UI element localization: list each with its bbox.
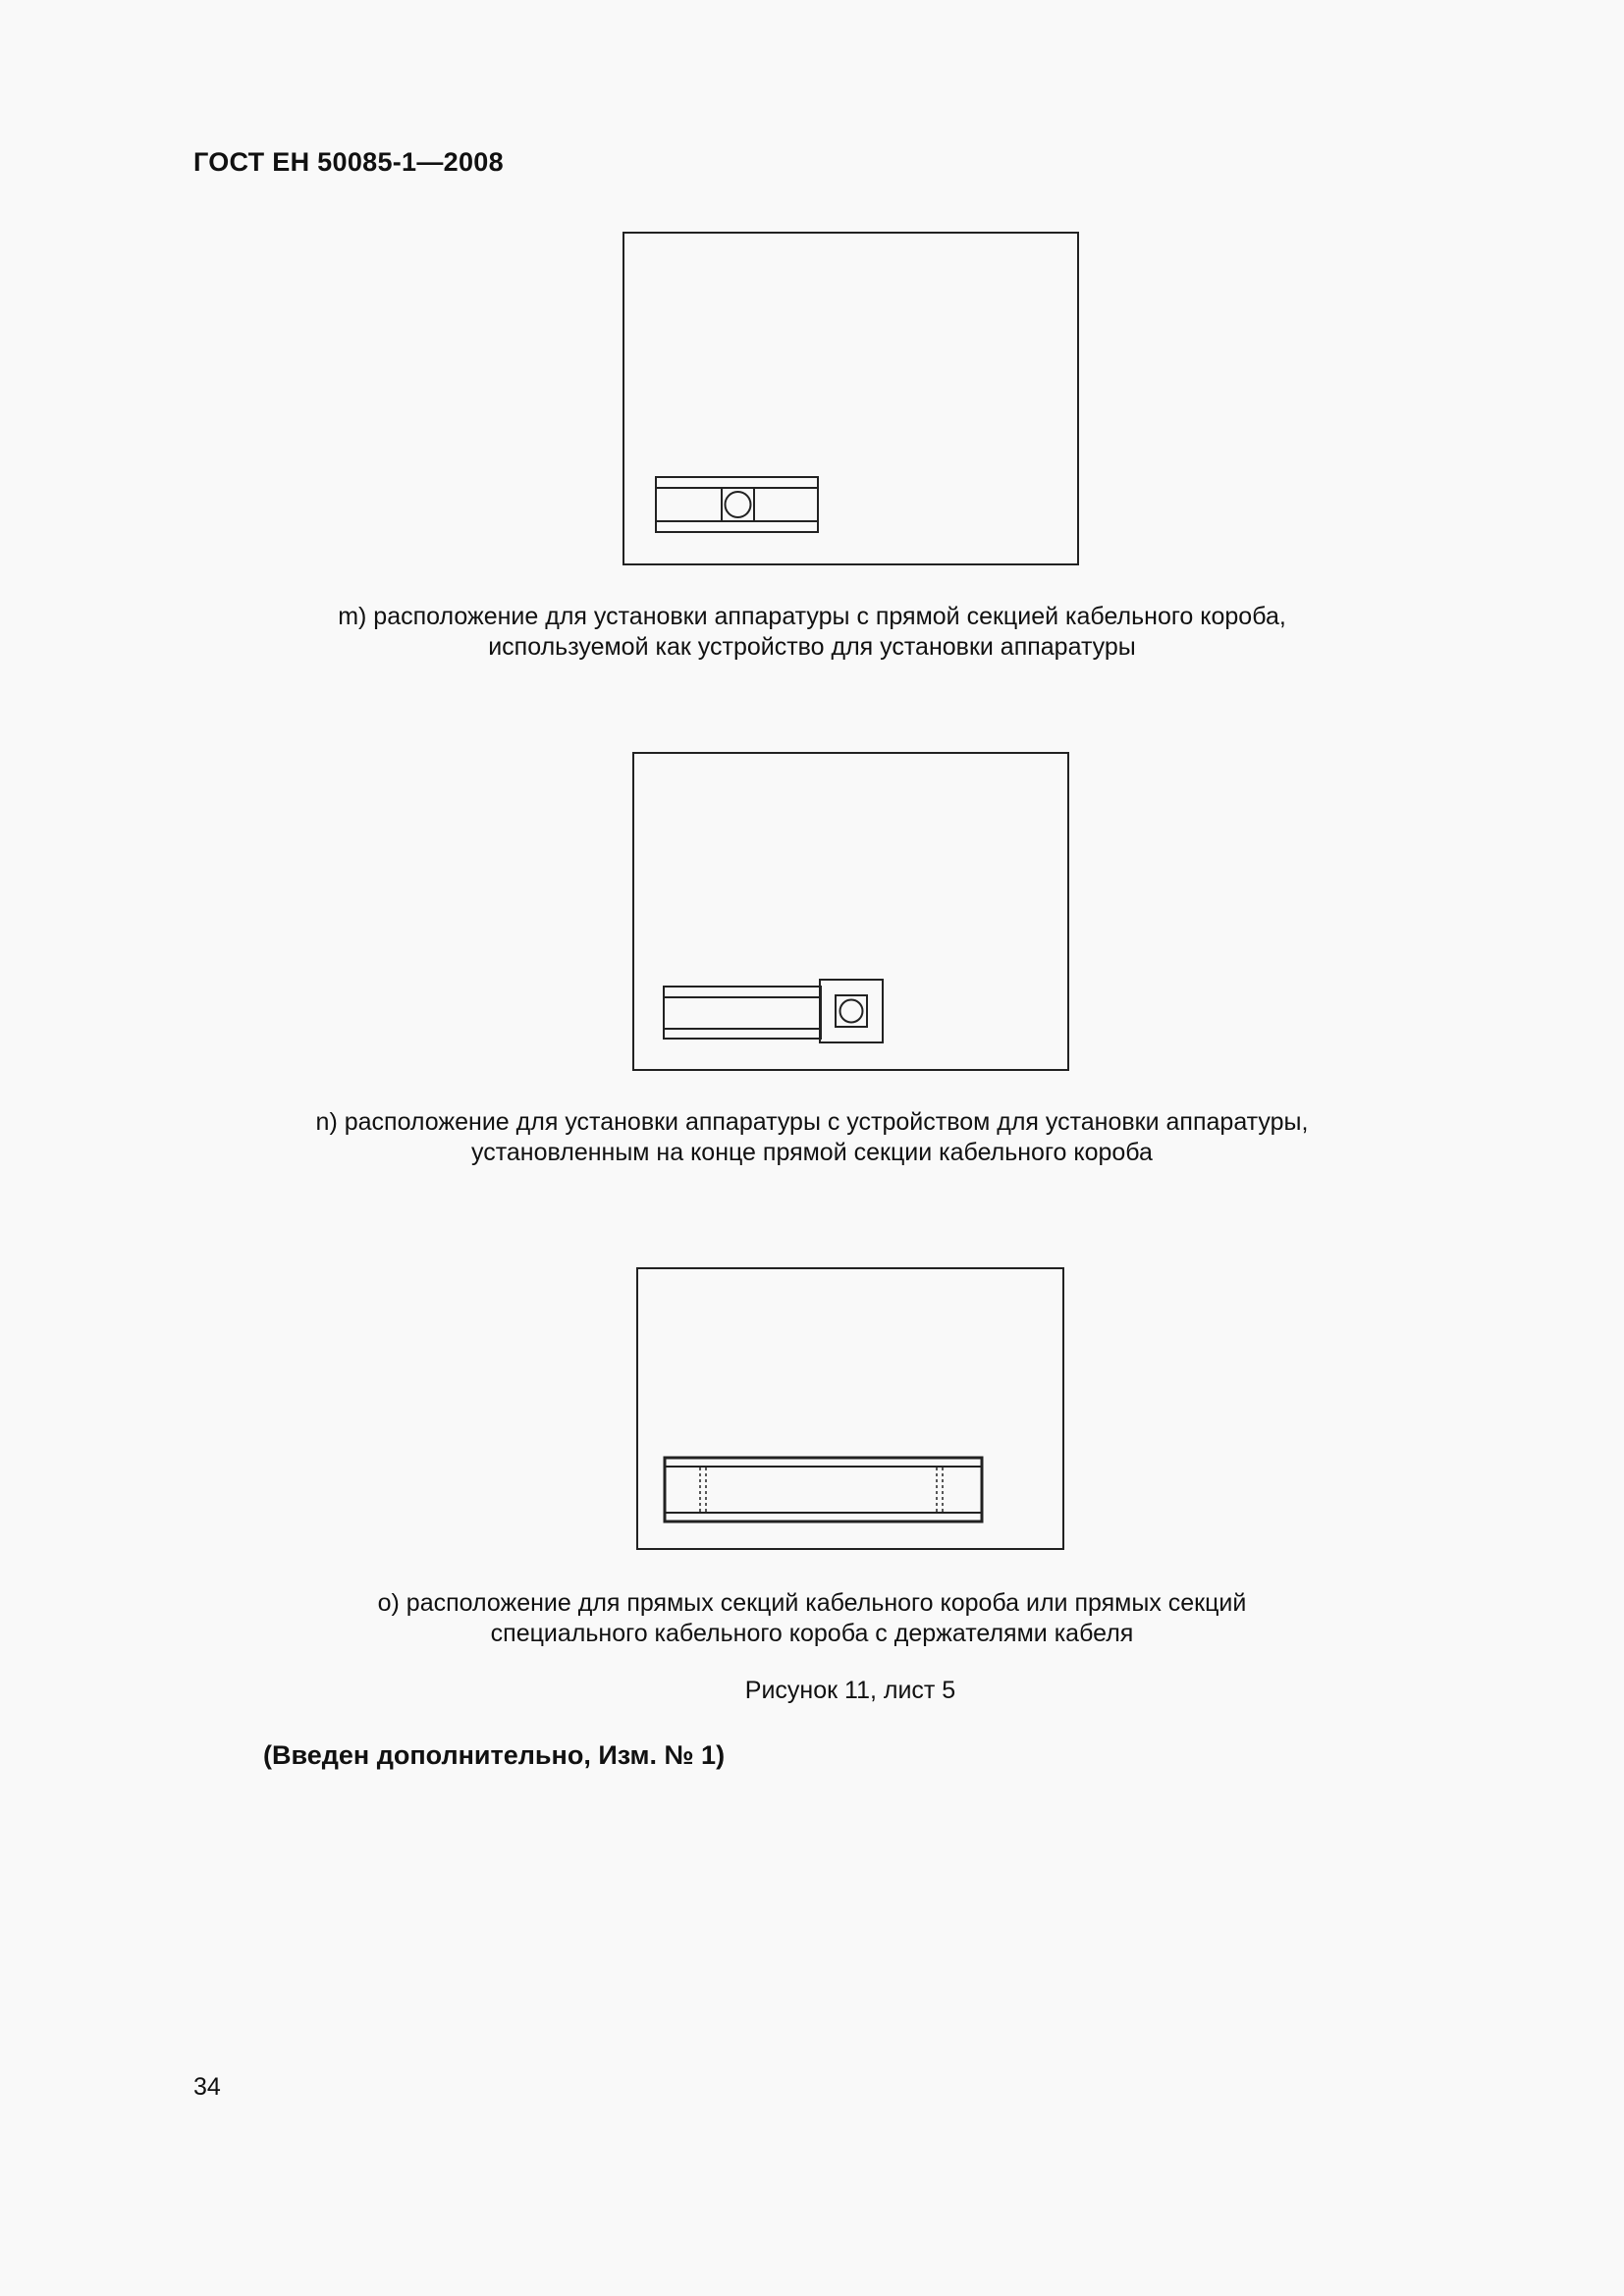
figure-m-drawing — [623, 231, 1080, 566]
figure-m-frame — [623, 233, 1078, 564]
figure-n-caption-line2: установленным на конце прямой секции кабельного короба — [471, 1139, 1153, 1166]
document-header: ГОСТ ЕН 50085-1—2008 — [193, 147, 504, 177]
figure-o-trunking-section — [665, 1458, 982, 1522]
figure-o-caption-line1: o) расположение для прямых секций кабельного короба или прямых секций — [377, 1589, 1247, 1617]
figure-n-device-socket — [840, 1000, 863, 1023]
amendment-note: (Введен дополнительно, Изм. № 1) — [263, 1740, 726, 1770]
figure-m-device-socket — [726, 492, 751, 517]
figure-o-caption — [0, 1588, 1624, 1649]
figure-o-drawing — [636, 1266, 1066, 1551]
figure-m-trunking-section — [656, 477, 818, 532]
figure-m-caption-line2: используемой как устройство для установки аппаратуры — [488, 633, 1136, 661]
figure-o-cable-retainer-right — [937, 1468, 943, 1512]
figure-m-caption-line1: m) расположение для установки аппаратуры с прямой секцией кабельного короба, — [338, 603, 1286, 630]
figure-title: Рисунок 11, лист 5 — [744, 1677, 956, 1704]
figure-m-device-box — [722, 488, 754, 521]
figure-n-trunking-section — [664, 980, 883, 1042]
figure-n-device-mounting-box — [820, 980, 883, 1042]
page-number: 34 — [193, 2073, 221, 2101]
figure-n-caption — [0, 1107, 1624, 1168]
figure-n-drawing — [632, 751, 1070, 1071]
figure-n-caption-line1: n) расположение для установки аппаратуры с устройством для установки аппаратуры, — [315, 1108, 1309, 1136]
figure-o-caption-line2: специального кабельного короба с держателями кабеля — [490, 1620, 1134, 1647]
figure-o-frame — [637, 1268, 1063, 1549]
figure-m-caption — [0, 602, 1624, 663]
figure-o-cable-retainer-left — [700, 1468, 706, 1512]
